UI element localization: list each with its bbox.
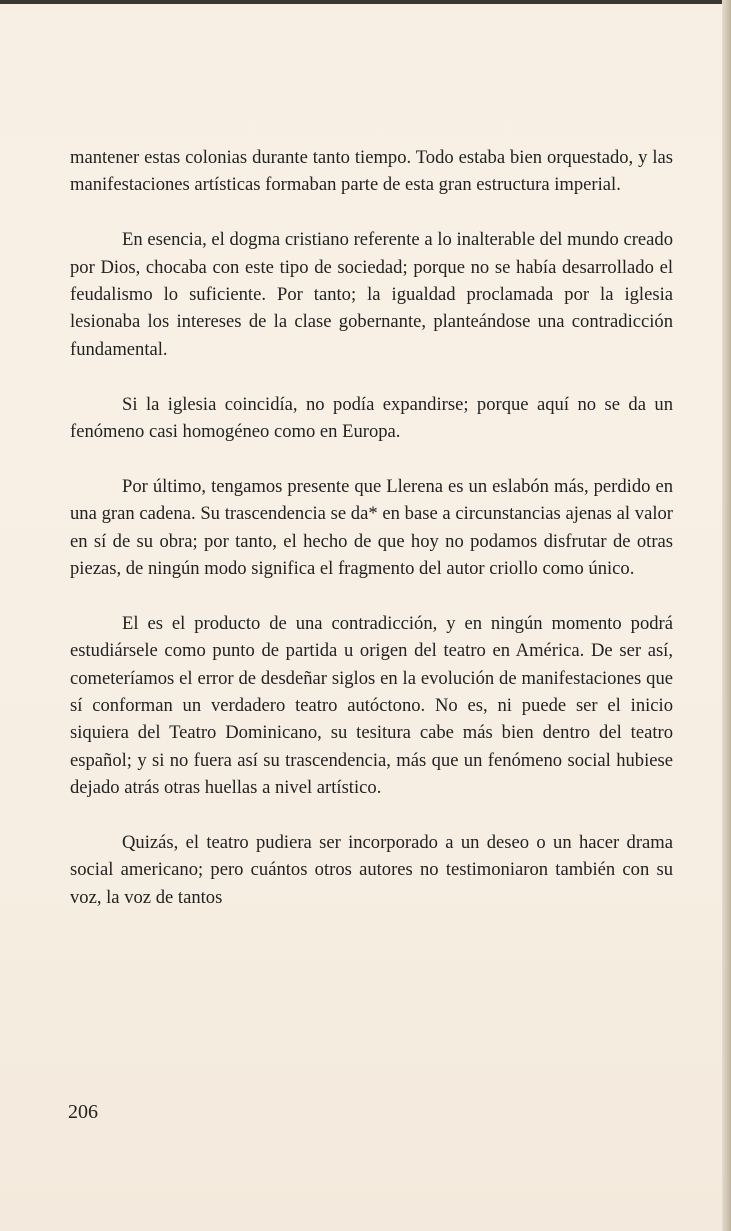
page-number: 206: [68, 1101, 98, 1123]
page-edge: [722, 0, 731, 1231]
paragraph-4: Por último, tengamos presente que Llerena es un eslabón más, perdido en una gran cadena. Su trascendencia se da* en base a circunstancias ajenas al valor en sí de su obra; por tanto, el hecho de que hoy no podamos disfrutar de otras piezas, de ningún modo significa el fragmento del autor criollo como único.: [70, 475, 673, 580]
paragraph-3: Si la iglesia coincidía, no podía expandirse; porque aquí no se da un fenómeno casi homogéneo como en Europa.: [70, 393, 673, 443]
paragraph-5: El es el producto de una contradicción, y en ningún momento podrá estudiársele como punto de partida u origen del teatro en América. De ser así, cometeríamos el error de desdeñar siglos en la evolución de manifestaciones que sí conforman un verdadero teatro autóctono. No es, ni puede ser el inicio siquiera del Teatro Dominicano, su tesitura cabe más bien dentro del teatro español; y si no fuera así su trascendencia, más que un fenómeno social hubiese dejado atrás otras huellas a nivel artístico.: [70, 612, 673, 799]
paragraph-1: mantener estas colonias durante tanto tiempo. Todo estaba bien orquestado, y las manifestaciones artísticas formaban parte de esta gran estructura imperial.: [70, 147, 673, 196]
paragraph-6: Quizás, el teatro pudiera ser incorporado a un deseo o un hacer drama social americano; pero cuántos otros autores no testimoniaron también con su voz, la voz de tantos: [70, 832, 673, 908]
paragraph-2: En esencia, el dogma cristiano referente a lo inalterable del mundo creado por Dios, chocaba con este tipo de sociedad; porque no se había desarrollado el feudalismo lo suficiente. Por tanto; la igualdad proclamada por la iglesia lesionaba los intereses de la clase gobernante, planteándose una contradicción fundamental.: [70, 229, 673, 360]
body-text: [70, 144, 673, 939]
